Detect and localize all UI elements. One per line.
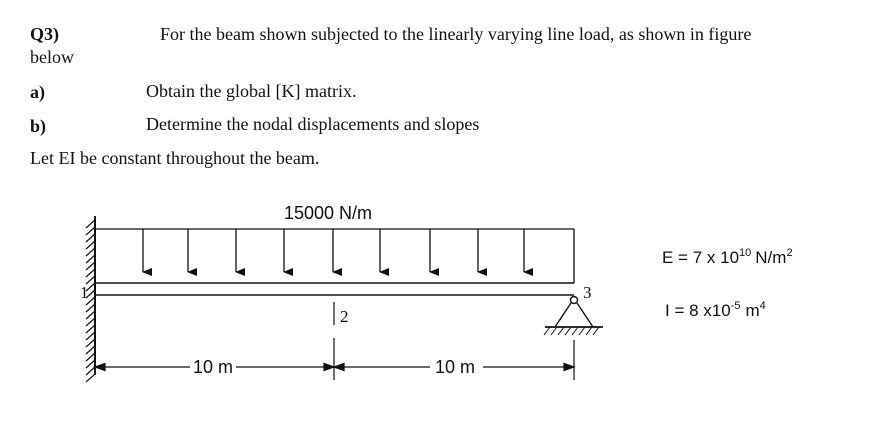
- ground-hatch-mark: [551, 327, 557, 335]
- moment-of-inertia-label: [665, 300, 766, 320]
- distributed-load: [95, 229, 574, 283]
- wall-hatch-mark: [86, 220, 95, 228]
- part-b-label: b): [30, 116, 47, 136]
- elastic-modulus-label: [662, 247, 793, 267]
- ground-hatch-mark: [565, 327, 571, 335]
- ground-hatch-mark: [586, 327, 592, 335]
- wall-hatch-mark: [86, 339, 95, 347]
- beam: [95, 283, 574, 295]
- wall-hatch-mark: [86, 360, 95, 368]
- wall-hatch-mark: [86, 248, 95, 256]
- ground-hatch-mark: [572, 327, 578, 335]
- node-label-2: 2: [340, 307, 349, 326]
- pin-support: [544, 297, 603, 336]
- ground-hatch-mark: [544, 327, 550, 335]
- wall-hatch-mark: [86, 262, 95, 270]
- node-label-3: 3: [583, 283, 592, 302]
- part-b-text: Determine the nodal displacements and slopes: [146, 114, 480, 134]
- ground-hatch-mark: [593, 327, 599, 335]
- wall-hatch-mark: [86, 241, 95, 249]
- wall-hatch-mark: [86, 234, 95, 242]
- question-intro-continued: below: [30, 47, 74, 67]
- wall-hatch-mark: [86, 353, 95, 361]
- wall-hatch-mark: [86, 374, 95, 382]
- dimension-line: [95, 338, 574, 380]
- ground-hatch-mark: [558, 327, 564, 335]
- wall-hatch-mark: [86, 269, 95, 277]
- wall-hatch-mark: [86, 325, 95, 333]
- wall-hatch-mark: [86, 367, 95, 375]
- wall-hatch-mark: [86, 346, 95, 354]
- wall-hatch-mark: [86, 227, 95, 235]
- closing-statement: Let EI be constant throughout the beam.: [30, 148, 320, 168]
- part-a-text: Obtain the global [K] matrix.: [146, 81, 357, 101]
- load-label: 15000 N/m: [284, 203, 373, 223]
- question-number: Q3): [30, 24, 59, 44]
- wall-hatch-mark: [86, 332, 95, 340]
- span-label-1: 10 m: [193, 357, 234, 377]
- svg-text:E = 7 x 1010N/m2: E = 7 x $10^{10}$ $N/m^2$: [662, 247, 793, 267]
- wall-hatch-mark: [86, 311, 95, 319]
- span-label-2: 10 m: [435, 357, 476, 377]
- part-a-label: a): [30, 82, 45, 102]
- node-label-1: 1: [80, 283, 89, 302]
- wall-hatch-mark: [86, 304, 95, 312]
- ground-hatch-mark: [579, 327, 585, 335]
- wall-hatch-mark: [86, 255, 95, 263]
- wall-hatch-mark: [86, 318, 95, 326]
- svg-text:I = 8 x10-5m4: I = 8 $x10^{-5}$ $m^4$: [665, 300, 766, 320]
- question-intro: For the beam shown subjected to the linearly varying line load, as shown in figure: [160, 24, 752, 44]
